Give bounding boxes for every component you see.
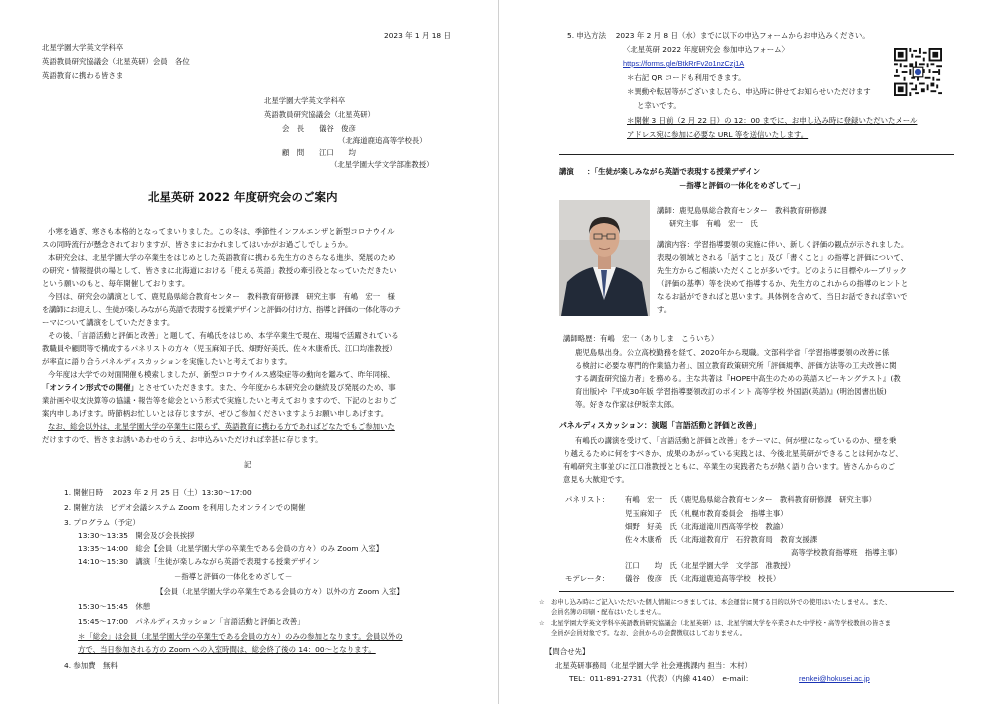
bio-line: 鹿児島県出身。公立高校勤務を経て、2020年から現職。文部科学省「学習指導要領の改善に係 xyxy=(575,348,890,357)
bio-title: 講師略歴：有嶋 宏一（ありしま こういち） xyxy=(563,334,719,343)
footnote: 全員が会員対象です。なお、会員からの会費徴収はしておりません。 xyxy=(551,630,747,637)
ki-heading: 記 xyxy=(244,460,252,469)
body-line-emphasis: 「オンライン形式での開催」とさせていただきます。また、今年度から本研究会の継続及び発展のため、事 xyxy=(42,383,396,392)
page-title: 北星英研 2022 年度研究会のご案内 xyxy=(148,190,338,204)
panel-desc: 有嶋氏の講演を受けて、「言語活動と評価と改善」をテーマに、何が壁になっているのか、壁を乗 xyxy=(575,436,897,445)
speaker-line: 講師：鹿児島県総合教育センター 教科教育研修課 xyxy=(657,206,827,215)
body-line: を講師にお迎えし、生徒が楽しみながら英語で表現する授業デザインと評価の付け方、指導と評価の一体化等のテ xyxy=(42,305,401,314)
panelist: 畑野 好美 氏（北海道滝川西高等学校 教諭） xyxy=(625,522,788,531)
contact-office: 北星英研事務局（北星学園大学 社会連携課内 担当：木村） xyxy=(555,661,752,670)
lecture-label: 講演 xyxy=(559,167,574,176)
body-line: スの同時流行が懸念されておりますが、皆さまにおかれましてはいかがお過ごしでしょうか。 xyxy=(42,240,353,249)
body-line: 小寒を過ぎ、寒さも本格的となってまいりました。この冬は、季節性インフルエンザと新型コロナウイル xyxy=(48,227,395,236)
lecture-content: す。 xyxy=(657,305,672,314)
recipient-line: 北星学園大学英文学科卒 xyxy=(42,43,124,52)
body-line: その後、「言語活動と評価と改善」と題して、有嶋氏をはじめ、本学卒業生で現在、現場で活躍されている xyxy=(48,331,399,340)
sender-line: 会 長 儀谷 俊彦 xyxy=(282,124,356,133)
page-right xyxy=(499,0,997,704)
body-line: が率直に語り合うパネルディスカッションを実施したいと考えております。 xyxy=(42,357,292,366)
panel-desc: 意見も大歓迎です。 xyxy=(563,475,629,484)
body-line: 今回は、研究会の講演として、鹿児島県総合教育センター 教科教育研修課 研究主事 有嶋 宏一 様 xyxy=(48,292,395,301)
body-line: 案内申しあげます。時節柄お忙しいとは存じますが、ぜひご参加くださいますようお願い申しあげます。 xyxy=(42,409,389,418)
lecture-subtitle: －指導と評価の一体化をめざして－」 xyxy=(679,181,805,190)
body-line: ーマについて講演をしていただきます。 xyxy=(42,318,175,327)
recipient-line: 英語教育に携わる皆さま xyxy=(42,71,124,80)
apply-form-label: 〈北星英研 2022 年度研究会 参加申込フォーム〉 xyxy=(623,45,789,54)
program-item: －指導と評価の一体化をめざして－ xyxy=(174,572,293,581)
panelist: 有嶋 宏一 氏（鹿児島県総合教育センター 教科教育研修課 研究主事） xyxy=(625,495,876,504)
contact-email-link[interactable]: renkei@hokusei.ac.jp xyxy=(799,674,870,683)
recipient-line: 英語教員研究協議会（北星英研）会員 各位 xyxy=(42,57,190,66)
program-item: 3. プログラム（予定） xyxy=(64,518,140,527)
contact-tel: TEL：011-891-2731（代表）（内線 4140） e-mail： xyxy=(569,674,753,683)
apply-note: ＊開催 3 日前（2 月 22 日）の 12：00 までに、お申し込み時に登録いただいたメール xyxy=(627,116,918,125)
lecture-title: ：「生徒が楽しみながら英語で表現する授業デザイン xyxy=(587,167,761,176)
apply-form-link[interactable]: https://forms.gle/BtkRrFv2o1nzCzj1A xyxy=(623,59,745,68)
lecture-content: 先生方からご相談いただくことが多いです。どのように目標やルーブリック xyxy=(657,266,907,275)
body-line: 業計画や収支決算等の協議・報告等を総会という形式で実施したいと考えておりますので、下記のとおりご xyxy=(42,396,397,405)
body-line: だけますので、皆さまお誘いあわせのうえ、お申込みいただければ幸甚に存じます。 xyxy=(42,435,323,444)
lecture-content: （評価の基準）等を決めて指導するか、先生方のこれからの指導のヒントと xyxy=(657,279,909,288)
bio-line: 等。好きな作家は伊坂幸太郎。 xyxy=(575,400,679,409)
lecture-content: 講演内容：学習指導要領の実施に伴い、新しく評価の観点が示されました。 xyxy=(657,240,909,249)
program-item: 15:30～15:45 休憩 xyxy=(78,602,151,611)
qr-code-icon xyxy=(894,48,942,96)
sender-line: （北星学園大学文学部准教授） xyxy=(330,160,434,169)
panelist: 江口 均 氏（北星学園大学 文学部 准教授） xyxy=(625,561,795,570)
body-line: 今年度は大学での対面開催も模索しましたが、新型コロナウイルス感染症等の動向を鑑みて、昨年同様、 xyxy=(48,370,395,379)
panelists-label: パネリスト： xyxy=(565,495,610,504)
panelist: 佐々木康希 氏（北海道教育庁 石狩教育局 教育支援課 xyxy=(625,535,818,544)
footnote: ☆ 北星学園大学英文学科卒英語教員研究協議会（北星英研）は、北星学園大学を卒業された中学校・高等学校教員の皆さま xyxy=(539,620,891,627)
online-format-emphasis: 「オンライン形式での開催」 xyxy=(42,383,138,392)
moderator: 儀谷 俊彦 氏（北海道鹿追高等学校 校長） xyxy=(625,574,781,583)
bio-line: する調査研究協力者」を務める。主な共著は『HOPE中高生のための英語スピーキングテスト』(教 xyxy=(575,374,901,383)
program-item: 13:35～14:00 総会【会員（北星学園大学の卒業生である会員の方々）のみ Zoom 入室】 xyxy=(78,544,384,553)
panelist: 児玉麻知子 氏（札幌市教育委員会 指導主事） xyxy=(625,509,788,518)
footnote: 会員名簿の印刷・配布はいたしません。 xyxy=(551,609,665,616)
sender-line: （北海道鹿追高等学校長） xyxy=(338,136,427,145)
sender-line: 顧 問 江口 均 xyxy=(282,148,356,157)
body-line: なお、総会以外は、北星学園大学の卒業生に限らず、英語教育に携わる方であればどなたでもご参加いた xyxy=(48,422,395,431)
sender-line: 北星学園大学英文学科卒 xyxy=(264,96,346,105)
panel-desc: り越えるために何をすべきか、成果のあがっている実践とは、今後北星英研ができることは何かなど、 xyxy=(563,449,903,458)
letter-date: 2023 年 1 月 18 日 xyxy=(384,31,451,40)
program-note: ＊「総会」は会員（北星学園大学の卒業生である会員の方々）のみの参加となります。会員以外の xyxy=(78,632,403,641)
body-line: 教職員や顧問等で構成するパネリストの方々（児玉麻知子氏、畑野好美氏、佐々木康希氏、江口均准教授） xyxy=(42,344,397,353)
contact-title: 【問合せ先】 xyxy=(545,647,590,656)
program-item: 1. 開催日時 2023 年 2 月 25 日（土）13:30～17:00 xyxy=(64,488,252,497)
lecture-content: なるお話ができればと思います。具体例を含めて、当日お話できれば幸いで xyxy=(657,292,908,301)
lecture-content: 表現の領域とされる「話すこと」及び「書くこと」の指導と評価について、 xyxy=(657,253,908,262)
sender-line: 英語教員研究協議会（北星英研） xyxy=(264,110,375,119)
footnote: ☆ お申し込み時にご記入いただいた個人情報につきましては、本会運営に関する目的以外での使用はいたしません。また、 xyxy=(539,599,892,606)
apply-method: 5. 申込方法 2023 年 2 月 8 日（水）までに以下の申込フォームからお申込みください。 xyxy=(567,31,870,40)
speaker-line: 研究主事 有嶋 宏一 氏 xyxy=(669,219,758,228)
panel-title: パネルディスカッション：演題「言語活動と評価と改善」 xyxy=(559,421,761,430)
bio-line: 育出版)や『平成30年版 学習指導要領改訂のポイント 高等学校 外国語(英語)』(明治図書出版) xyxy=(575,387,887,396)
speaker-photo xyxy=(559,200,650,316)
program-item: 【会員（北星学園大学の卒業生である会員の方々）以外の方 Zoom 入室】 xyxy=(156,587,404,596)
program-item: 4. 参加費 無料 xyxy=(64,661,118,670)
body-line: 本研究会は、北星学園大学の卒業生をはじめとした英語教育に携わる先生方のさらなる進歩、発展のため xyxy=(48,253,396,262)
panelist: 高等学校教育指導班 指導主事） xyxy=(791,548,902,557)
program-item: 13:30～13:35 開会及び会長挨拶 xyxy=(78,531,195,540)
program-item: 14:10～15:30 講演「生徒が楽しみながら英語で表現する授業デザイン xyxy=(78,557,320,566)
apply-note: アドレス宛に参加に必要な URL 等を送信いたします。 xyxy=(627,130,809,139)
apply-note: ＊異動や転居等がございましたら、申込時に併せてお知らせいただけます xyxy=(627,87,871,96)
body-line: という願いのもと、毎年開催しております。 xyxy=(42,279,190,288)
bio-line: る検討に必要な専門的作業協力者」、国立教育政策研究所「評価規準、評価方法等の工夫改善に関 xyxy=(575,361,897,370)
moderator-label: モデレータ： xyxy=(565,574,610,583)
program-note: 方で、当日参加される方の Zoom への入室時間は、総会終了後の 14：00～となります。 xyxy=(78,645,376,654)
program-item: 2. 開催方法 ビデオ会議システム Zoom を利用したオンラインでの開催 xyxy=(64,503,306,512)
body-line: の研究・情報提供の場として、皆さまに北海道における「使える英語」教授の牽引役となっていただきたい xyxy=(42,266,397,275)
section-divider xyxy=(559,154,954,155)
panel-desc: 有嶋研究主事並びに江口准教授とともに、卒業生の実践者たちが熱く語り合います。皆さんからのご xyxy=(563,462,895,471)
program-item: 15:45～17:00 パネルディスカッション「言語活動と評価と改善」 xyxy=(78,617,305,626)
apply-note: ＊右記 QR コードも利用できます。 xyxy=(627,73,746,82)
section-divider xyxy=(559,591,954,592)
apply-note: と幸いです。 xyxy=(637,101,681,110)
